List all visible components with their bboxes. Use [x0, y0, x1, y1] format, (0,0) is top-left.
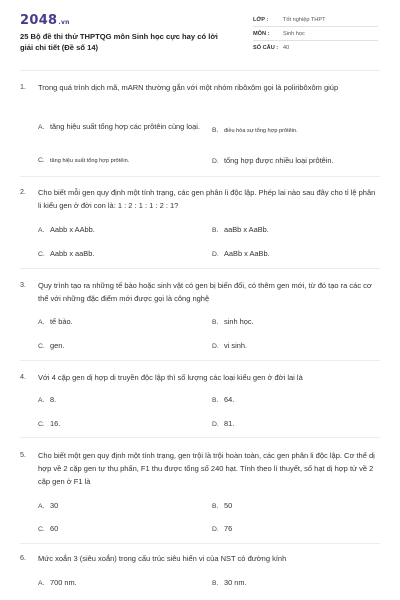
option-label: D.: [212, 158, 219, 165]
option-text: 30: [50, 501, 59, 510]
question-text: Quy trình tạo ra những tế bào hoặc sinh vật có gen bị biến đổi, có thêm gen mới, từ đó tạo ra các cơ thể với những đặc điểm mới được gọi là công nghệ: [38, 281, 372, 303]
option-label: C.: [38, 421, 45, 428]
option-a[interactable]: [38, 395, 56, 404]
meta-grade-value: Tốt nghiệp THPT: [283, 17, 326, 23]
option-label: B.: [212, 127, 219, 134]
option-text: 60: [50, 524, 59, 533]
meta-question-count-key: SỐ CÂU :: [253, 45, 279, 51]
option-text: Aabb x aaBb.: [50, 249, 95, 258]
question-text: Cho biết mỗi gen quy định một tính trạng, các gen phân li độc lập. Phép lai nào sau đây cho tỉ lệ phân li kiểu gen ở đời con là: 1 : 2 : 1 : 1 : 2 : 1?: [38, 188, 376, 210]
meta-subject-key: MÔN :: [253, 31, 270, 37]
option-label: D.: [212, 343, 219, 350]
option-c[interactable]: [38, 341, 64, 350]
meta-grade-key: LỚP :: [253, 17, 269, 23]
option-d[interactable]: [212, 419, 234, 428]
option-text: 700 nm.: [50, 578, 77, 587]
option-text: điều hòa sự tổng hợp prôtêin.: [224, 128, 298, 134]
option-a[interactable]: [38, 225, 95, 234]
option-text: 50: [224, 501, 233, 510]
option-label: A.: [38, 227, 45, 234]
divider: [20, 437, 380, 438]
option-b[interactable]: [212, 395, 234, 404]
option-a[interactable]: [38, 578, 77, 587]
option-c[interactable]: [38, 419, 60, 428]
question-text: Cho biết một gen quy định một tính trạng, gen trội là trội hoàn toàn, các gen phân li độc lập. Cơ thể dị hợp về 2 cặp gen tự thụ phấn, F1 thu được tổng số 240 hạt. Tính theo lí thuyết, số hạt dị hợp tử về 2 cặp gen ở F1 là: [38, 451, 375, 486]
option-text: vi sinh.: [224, 341, 248, 350]
option-text: gen.: [50, 341, 65, 350]
question-number: 5.: [20, 450, 26, 459]
question-number: 1.: [20, 82, 26, 91]
divider: [253, 40, 378, 41]
divider: [20, 70, 380, 71]
option-label: A.: [38, 503, 45, 510]
option-label: C.: [38, 526, 45, 533]
question-number: 4.: [20, 372, 26, 381]
site-logo[interactable]: 2048.vn: [20, 13, 70, 28]
divider: [20, 176, 380, 177]
option-label: A.: [38, 397, 45, 404]
option-text: 8.: [50, 395, 57, 404]
option-label: C.: [38, 157, 45, 164]
option-d[interactable]: [212, 341, 247, 350]
meta-subject-value: Sinh học: [283, 31, 305, 37]
option-label: C.: [38, 343, 45, 350]
divider: [20, 360, 380, 361]
option-text: 64.: [224, 395, 235, 404]
option-label: A.: [38, 124, 45, 131]
question-number: 6.: [20, 553, 26, 562]
option-text: tế bào.: [50, 317, 73, 326]
option-c[interactable]: [38, 157, 129, 164]
question-number: 3.: [20, 280, 26, 289]
option-text: Aabb x AAbb.: [50, 225, 95, 234]
option-text: 81.: [224, 419, 235, 428]
option-label: D.: [212, 421, 219, 428]
question-number: 2.: [20, 187, 26, 196]
option-text: AaBb x AaBb.: [224, 249, 270, 258]
option-text: tăng hiệu suất tổng hợp các prôtêin cùng loại.: [50, 122, 200, 131]
option-text: 30 nm.: [224, 578, 247, 587]
option-label: D.: [212, 526, 219, 533]
option-label: B.: [212, 227, 219, 234]
option-label: C.: [38, 251, 45, 258]
option-label: B.: [212, 580, 219, 587]
option-a[interactable]: [38, 317, 73, 326]
option-label: B.: [212, 503, 219, 510]
option-label: A.: [38, 580, 45, 587]
option-d[interactable]: [212, 249, 270, 258]
question-text: Trong quá trình dịch mã, mARN thường gắn với một nhóm ribôxôm gọi là poliribôxôm giúp: [38, 83, 339, 92]
option-b[interactable]: [212, 501, 232, 510]
option-text: tăng hiệu suất tổng hợp prôtêin.: [50, 158, 130, 164]
option-c[interactable]: [38, 524, 58, 533]
option-label: B.: [212, 319, 219, 326]
option-b[interactable]: [212, 225, 269, 234]
document-title: 25 Bộ đề thi thử THPTQG môn Sinh học cực hay có lời giải chi tiết (Đề số 14): [20, 32, 218, 52]
option-d[interactable]: [212, 524, 232, 533]
question-text: Mức xoắn 3 (siêu xoắn) trong cấu trúc siêu hiển vi của NST có đường kính: [38, 554, 287, 563]
option-c[interactable]: [38, 249, 94, 258]
option-text: 16.: [50, 419, 61, 428]
document-header: [0, 0, 400, 68]
option-b[interactable]: [212, 317, 254, 326]
option-a[interactable]: [38, 121, 203, 134]
option-label: A.: [38, 319, 45, 326]
option-text: aaBb x AaBb.: [224, 225, 269, 234]
option-b[interactable]: [212, 578, 247, 587]
option-label: B.: [212, 397, 219, 404]
option-label: D.: [212, 251, 219, 258]
option-text: sinh học.: [224, 317, 254, 326]
meta-question-count-value: 40: [283, 45, 290, 51]
divider: [253, 26, 378, 27]
option-text: 76: [224, 524, 233, 533]
question-text: Với 4 cặp gen dị hợp di truyền độc lập thì số lượng các loại kiểu gen ở đời lai là: [38, 373, 303, 382]
divider: [20, 543, 380, 544]
option-text: tổng hợp được nhiều loại prôtêin.: [224, 156, 334, 165]
option-a[interactable]: [38, 501, 58, 510]
divider: [20, 268, 380, 269]
option-b[interactable]: [212, 127, 298, 134]
option-d[interactable]: [212, 156, 334, 165]
